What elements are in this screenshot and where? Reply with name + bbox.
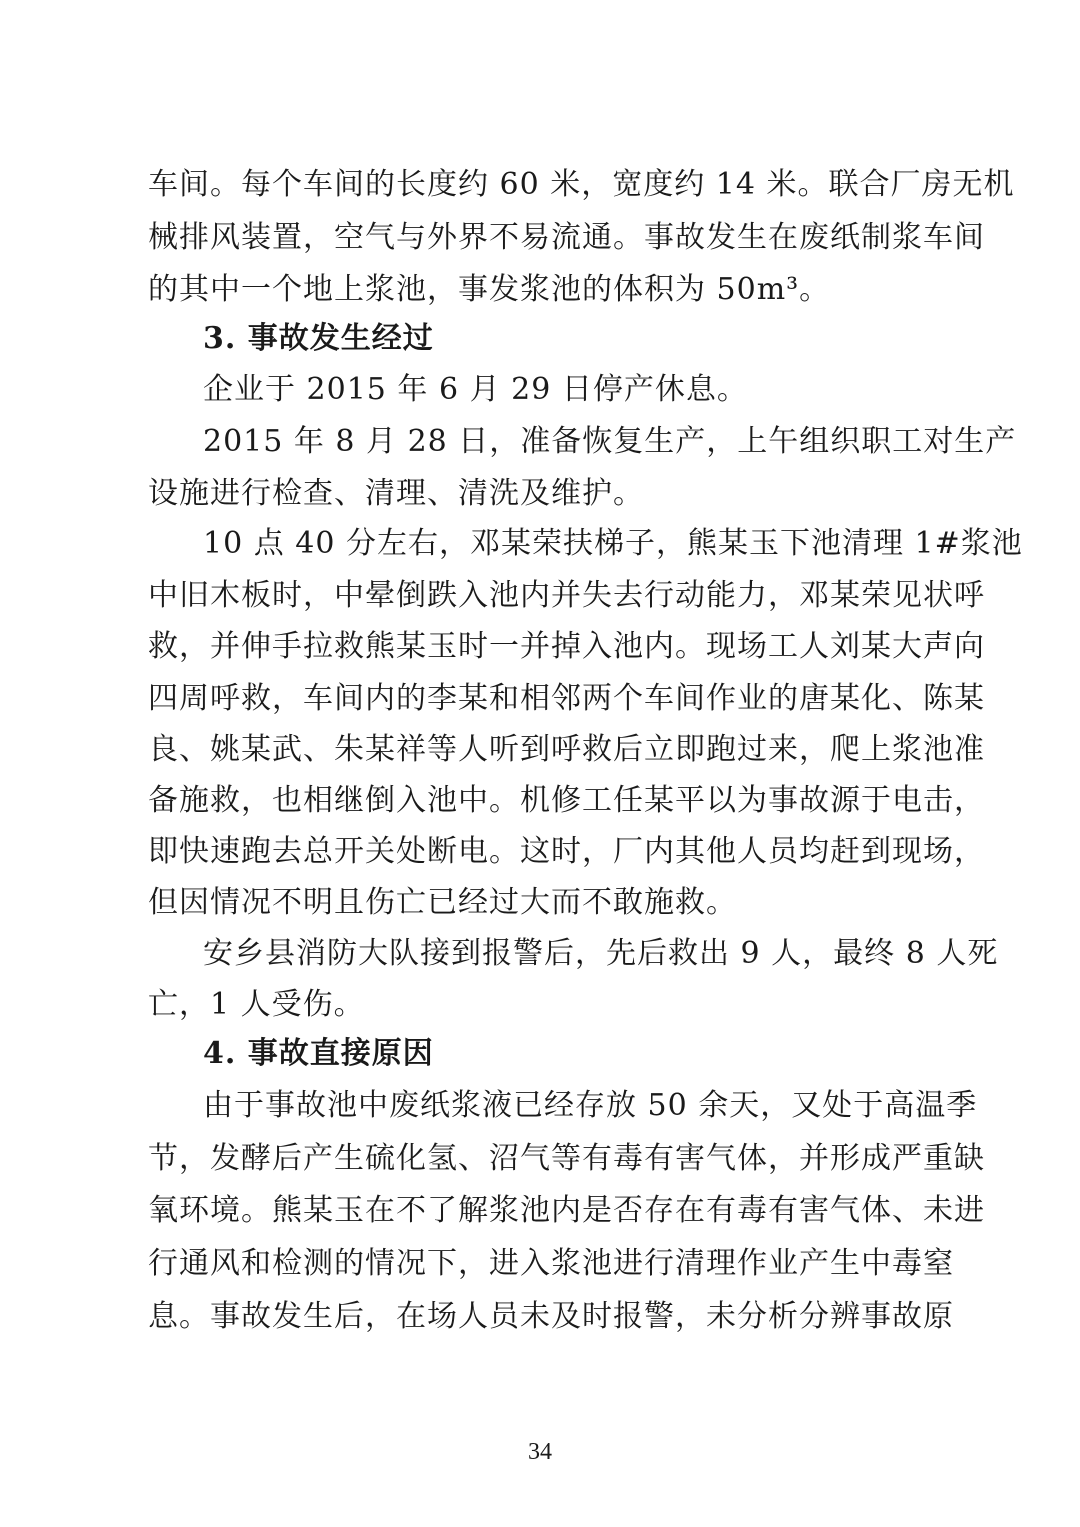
text-line: 备施救，也相继倒入池中。机修工任某平以为事故源于电击， bbox=[148, 783, 985, 818]
text-line: 救，并伸手拉救熊某玉时一并掉入池内。现场工人刘某大声向 bbox=[148, 629, 985, 664]
text-line: 10 点 40 分左右，邓某荣扶梯子，熊某玉下池清理 1#浆池 bbox=[203, 526, 1023, 561]
text-line: 设施进行检查、清理、清洗及维护。 bbox=[148, 476, 644, 511]
text-line: 四周呼救，车间内的李某和相邻两个车间作业的唐某化、陈某 bbox=[148, 681, 985, 716]
page-number: 34 bbox=[528, 1439, 552, 1465]
text-line: 即快速跑去总开关处断电。这时，厂内其他人员均赶到现场， bbox=[148, 834, 985, 869]
text-line: 行通风和检测的情况下，进入浆池进行清理作业产生中毒窒 bbox=[148, 1246, 954, 1281]
text-line: 息。事故发生后，在场人员未及时报警，未分析分辨事故原 bbox=[148, 1299, 954, 1334]
text-line: 2015 年 8 月 28 日，准备恢复生产，上午组织职工对生产 bbox=[203, 424, 1017, 459]
text-line: 亡，1 人受伤。 bbox=[148, 987, 365, 1022]
text-line: 但因情况不明且伤亡已经过大而不敢施救。 bbox=[148, 885, 737, 920]
text-line: 械排风装置，空气与外界不易流通。事故发生在废纸制浆车间 bbox=[148, 220, 985, 255]
text-line: 安乡县消防大队接到报警后，先后救出 9 人，最终 8 人死 bbox=[203, 936, 999, 971]
text-line: 的其中一个地上浆池，事发浆池的体积为 50m³。 bbox=[148, 272, 831, 307]
text-line: 车间。每个车间的长度约 60 米，宽度约 14 米。联合厂房无机 bbox=[148, 167, 1015, 202]
text-line: 中旧木板时，中晕倒跌入池内并失去行动能力，邓某荣见状呼 bbox=[148, 578, 985, 613]
text-line: 由于事故池中废纸浆液已经存放 50 余天，又处于高温季 bbox=[203, 1088, 978, 1123]
text-line: 氧环境。熊某玉在不了解浆池内是否存在有毒有害气体、未进 bbox=[148, 1193, 985, 1228]
section-heading: 4. 事故直接原因 bbox=[203, 1036, 434, 1071]
text-line: 企业于 2015 年 6 月 29 日停产休息。 bbox=[203, 372, 748, 407]
section-heading: 3. 事故发生经过 bbox=[203, 321, 434, 356]
text-line: 良、姚某武、朱某祥等人听到呼救后立即跑过来，爬上浆池准 bbox=[148, 732, 985, 767]
text-line: 节，发酵后产生硫化氢、沼气等有毒有害气体，并形成严重缺 bbox=[148, 1141, 985, 1176]
